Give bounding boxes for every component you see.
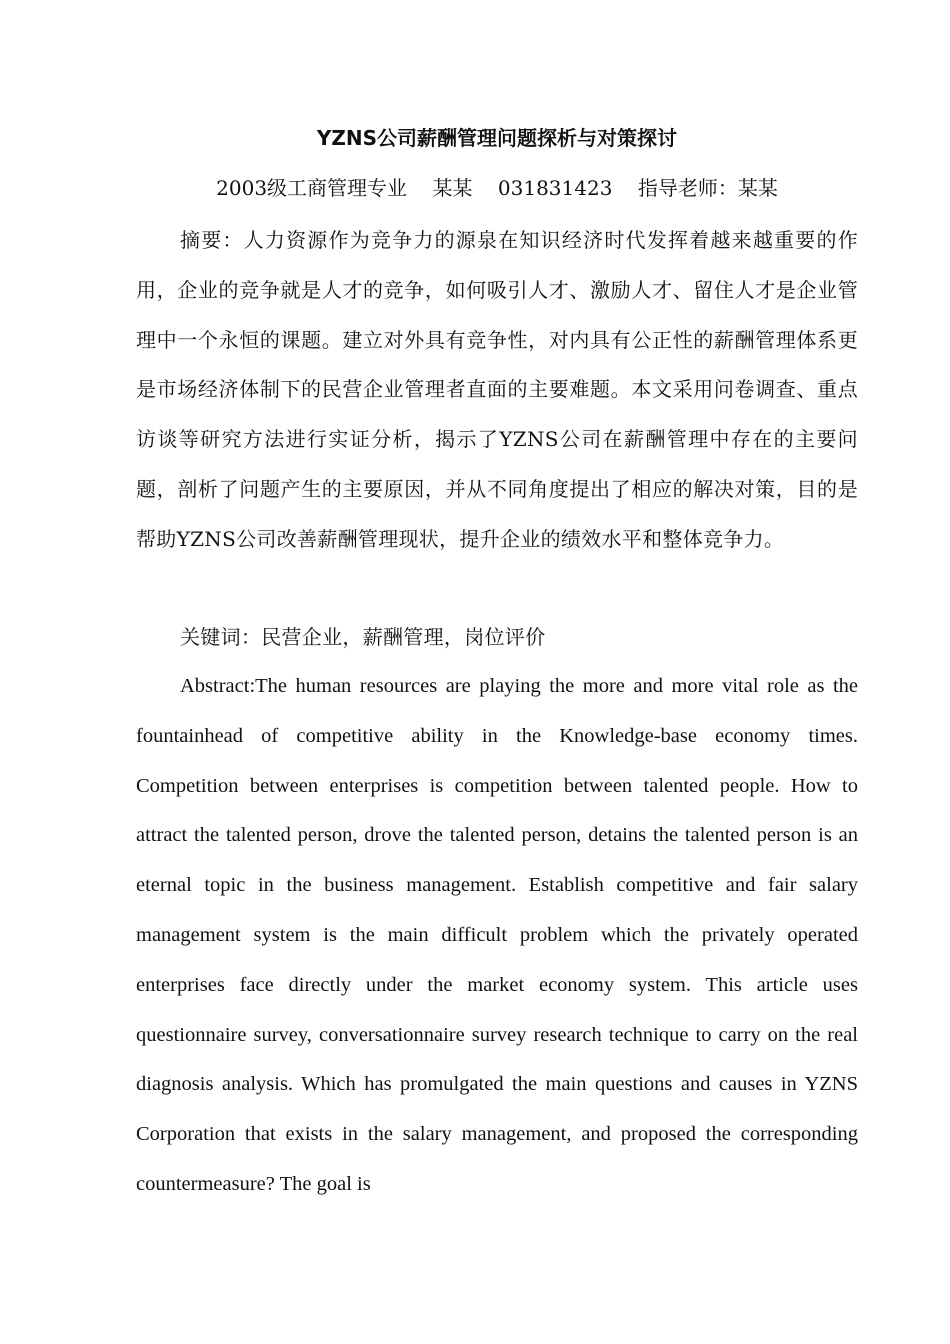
keywords: 关键词：民营企业，薪酬管理，岗位评价	[180, 625, 546, 649]
document-title: YZNS公司薪酬管理问题探析与对策探讨	[316, 126, 678, 150]
author-byline: 2003级工商管理专业 某某 031831423 指导老师：某某	[216, 176, 778, 200]
chinese-abstract: 摘要：人力资源作为竞争力的源泉在知识经济时代发挥着越来越重要的作用，企业的竞争就是人才的竞争，如何吸引人才、激励人才、留住人才是企业管理中一个永恒的课题。建立对外具有竞争性，对内具有公正性的薪酬管理体系更是市场经济体制下的民营企业管理者直面的主要难题。本文采用问卷调查、重点访谈等研究方法进行实证分析，揭示了YZNS公司在薪酬管理中存在的主要问题，剖析了问题产生的主要原因，并从不同角度提出了相应的解决对策，目的是帮助YZNS公司改善薪酬管理现状，提升企业的绩效水平和整体竞争力。	[136, 228, 858, 551]
english-abstract: Abstract:The human resources are playing the more and more vital role as the fountainhead of competitive ability in the Knowledge-base economy times. Competition between enterprises is competition between talented people. How to attract the talented person, drove the talented person, detains the talented person is an eternal topic in the business management. Establish competitive and fair salary management system is the main difficult problem which the privately operated enterprises face directly under the market economy system. This article uses questionnaire survey, conversationnaire survey research technique to carry on the real diagnosis analysis. Which has promulgated the main questions and causes in YZNS Corporation that exists in the salary management, and proposed the corresponding countermeasure? The goal is	[136, 675, 858, 1195]
